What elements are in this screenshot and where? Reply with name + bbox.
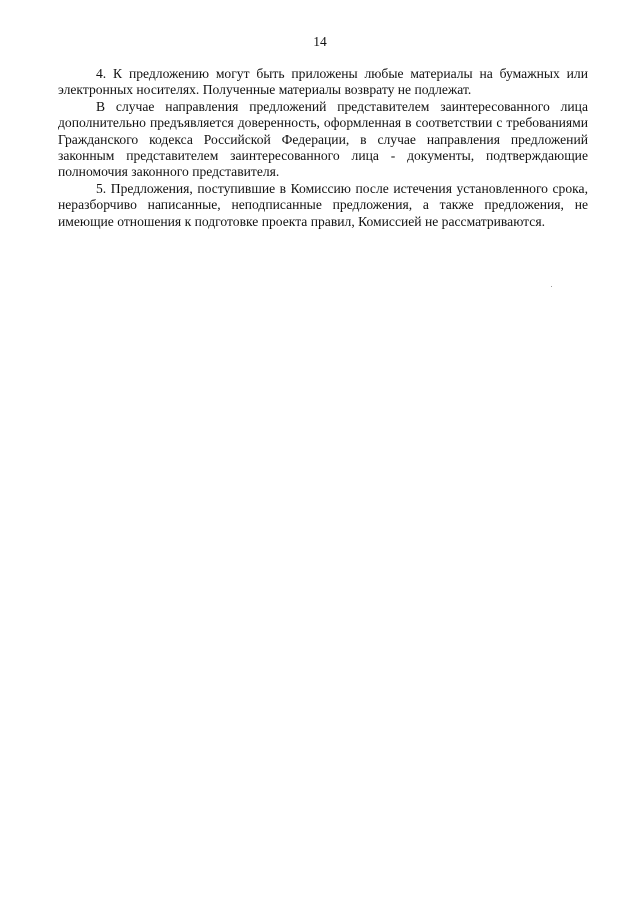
document-body xyxy=(58,66,588,230)
paragraph-rejected-proposals: 5. Предложения, поступившие в Комиссию после истечения установленного срока, неразборчиво написанные, неподписанные предложения, а также предложения, не имеющие отношения к подготовке проекта правил, Комиссией не рассматриваются. xyxy=(58,180,588,229)
paragraph-materials: 4. К предложению могут быть приложены любые материалы на бумажных или электронных носителях. Полученные материалы возврату не подлежат. xyxy=(58,66,588,98)
page-number: 14 xyxy=(313,34,327,49)
paragraph-representative: В случае направления предложений представителем заинтересованного лица дополнительно предъявляется доверенность, оформленная в соответствии с требованиями Гражданского кодекса Российской Федерации, в случае направления предложений законным представителем заинтересованного лица - документы, подтверждающие полномочия законного представителя. xyxy=(58,98,588,180)
scan-speck xyxy=(551,286,552,287)
